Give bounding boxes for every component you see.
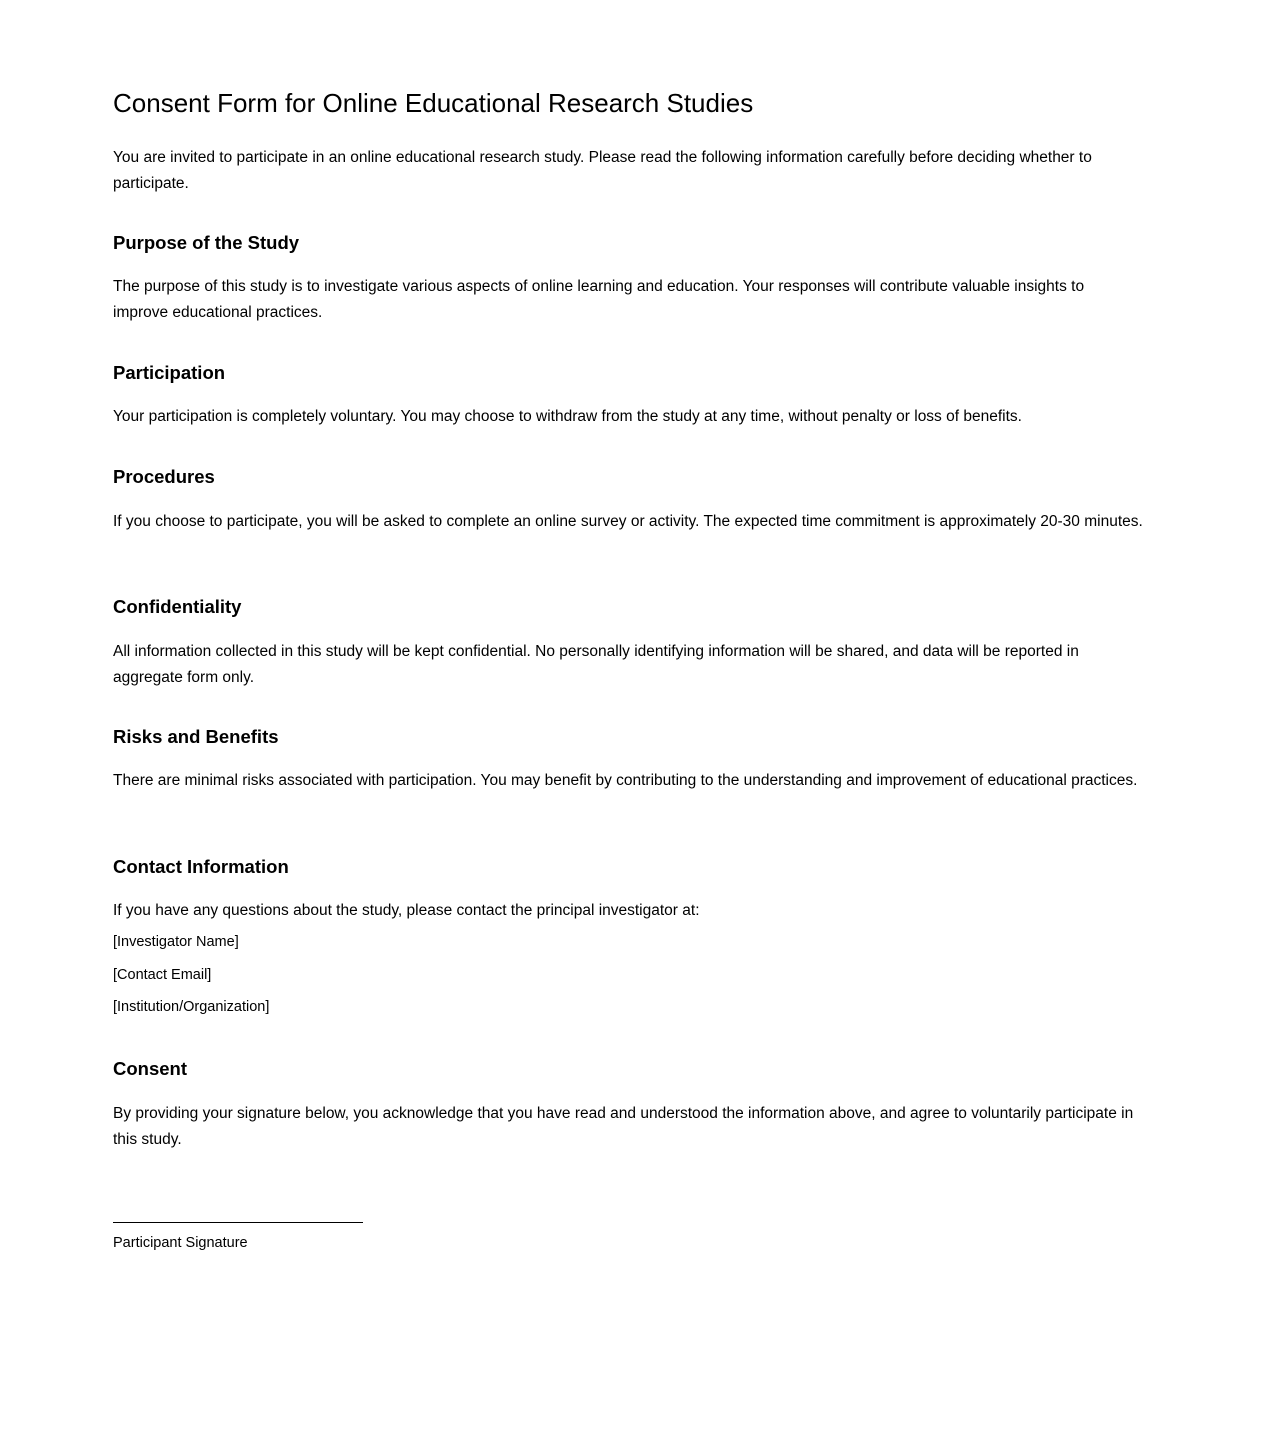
purpose-paragraph: The purpose of this study is to investigate various aspects of online learning and education. Your responses will contribute valuable insights to improve educational practices. <box>113 278 1085 321</box>
signature-label: Participant Signature <box>113 1235 248 1251</box>
institution: [Institution/Organization] <box>113 999 270 1015</box>
heading-risks-benefits: Risks and Benefits <box>113 726 279 747</box>
consent-paragraph: By providing your signature below, you acknowledge that you have read and understood the information above, and agree to voluntarily participate in this study. <box>113 1105 1134 1148</box>
procedures-paragraph: If you choose to participate, you will be asked to complete an online survey or activity. The expected time commitment is approximately 20-30 minutes. <box>113 513 1143 530</box>
signature-line[interactable] <box>113 1222 363 1223</box>
confidentiality-paragraph: All information collected in this study will be kept confidential. No personally identifying information will be shared, and data will be reported in aggregate form only. <box>113 643 1079 686</box>
contact-email: [Contact Email] <box>113 967 212 983</box>
heading-participation: Participation <box>113 362 226 383</box>
heading-procedures: Procedures <box>113 466 215 487</box>
participation-paragraph: Your participation is completely voluntary. You may choose to withdraw from the study at any time, without penalty or loss of benefits. <box>113 408 1022 425</box>
heading-contact: Contact Information <box>113 856 289 877</box>
page-title: Consent Form for Online Educational Research Studies <box>113 88 754 118</box>
contact-paragraph: If you have any questions about the study, please contact the principal investigator at: <box>113 902 700 919</box>
investigator-name: [Investigator Name] <box>113 934 239 950</box>
intro-paragraph: You are invited to participate in an online educational research study. Please read the following information carefully before deciding whether to participate. <box>113 149 1092 192</box>
heading-purpose: Purpose of the Study <box>113 232 300 253</box>
heading-confidentiality: Confidentiality <box>113 596 242 617</box>
risks-benefits-paragraph: There are minimal risks associated with participation. You may benefit by contributing to the understanding and improvement of educational practices. <box>113 772 1138 789</box>
heading-consent: Consent <box>113 1058 187 1079</box>
